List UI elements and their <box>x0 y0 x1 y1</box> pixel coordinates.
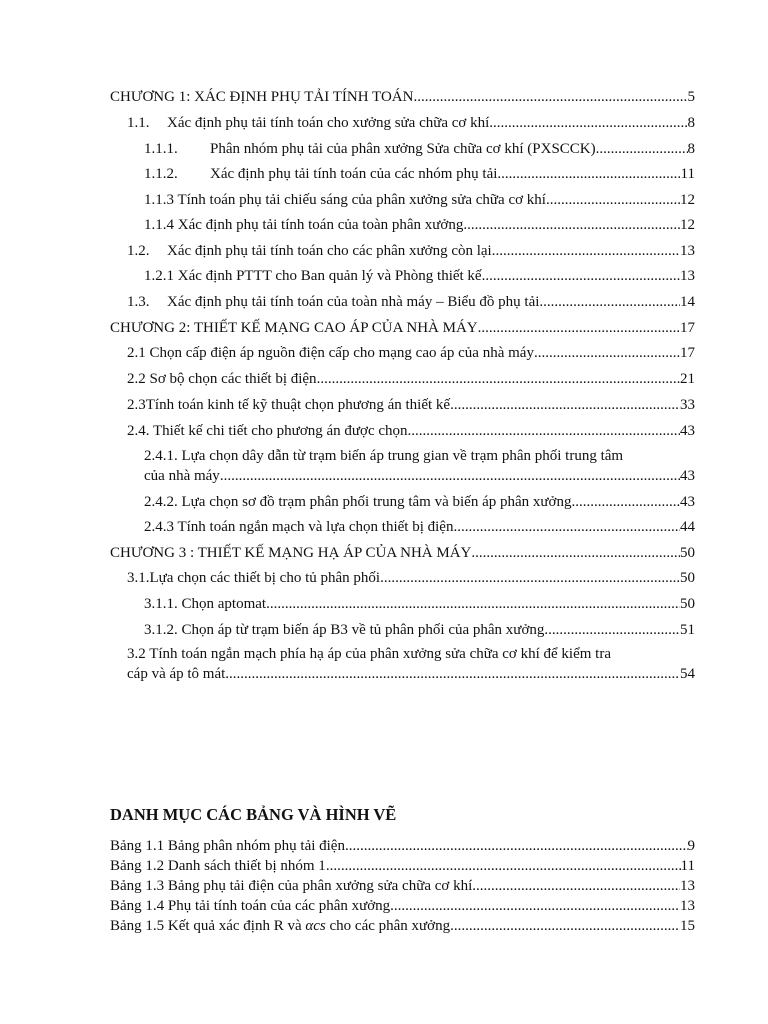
toc-entry-number: 1.1.2. <box>144 166 178 182</box>
toc-entry-page: 12 <box>680 192 695 208</box>
table-list-text-after: cho các phân xưởng <box>329 918 451 934</box>
toc-entry[interactable] <box>127 421 695 441</box>
toc-entry-text: 3.2 Tính toán ngắn mạch phía hạ áp của phân xưởng sửa chữa cơ khí để kiểm tra <box>127 646 611 662</box>
toc-entry[interactable] <box>127 369 695 389</box>
toc-entry[interactable] <box>110 543 695 563</box>
toc-entry[interactable] <box>144 517 695 537</box>
table-list-text: Bảng 1.5 Kết quả xác định R và <box>110 918 302 934</box>
toc-entry-page: 12 <box>680 217 695 233</box>
toc-entry-text: 2.4.3 Tính toán ngắn mạch và lựa chọn thiết bị điện <box>144 519 454 535</box>
toc-entry[interactable] <box>144 620 695 640</box>
toc-entry-text: 3.1.Lựa chọn các thiết bị cho tủ phân phối <box>127 570 381 586</box>
toc-entry-number: 1.1.1. <box>144 141 178 157</box>
toc-entry[interactable] <box>127 568 695 588</box>
toc-entry-number: 1.3. <box>127 294 150 310</box>
toc-entry-number: 1.2. <box>127 243 150 259</box>
toc-entry[interactable] <box>144 139 695 159</box>
list-of-tables-title: DANH MỤC CÁC BẢNG VÀ HÌNH VẼ <box>110 805 397 824</box>
table-list-entry[interactable] <box>110 896 695 916</box>
table-list-entry[interactable] <box>110 876 695 896</box>
table-list-entry[interactable] <box>110 916 695 936</box>
toc-entry[interactable] <box>127 292 695 312</box>
toc-entry[interactable] <box>110 87 695 107</box>
toc-entry-text: CHƯƠNG 2: THIẾT KẾ MẠNG CAO ÁP CỦA NHÀ MÁY <box>110 320 478 336</box>
toc-entry-page: 33 <box>680 397 695 413</box>
toc-entry-page: 13 <box>680 243 695 259</box>
table-list-page: 11 <box>680 858 695 874</box>
toc-entry-page: 51 <box>680 622 695 638</box>
toc-entry[interactable] <box>110 318 695 338</box>
toc-entry[interactable] <box>144 594 695 614</box>
toc-entry[interactable] <box>144 266 695 286</box>
toc-entry-text: Xác định phụ tải tính toán của toàn nhà máy – Biểu đồ phụ tải <box>167 294 540 310</box>
table-list-page: 9 <box>687 838 695 854</box>
toc-entry-text: 3.1.1. Chọn aptomat <box>144 596 267 612</box>
toc-entry[interactable] <box>127 395 695 415</box>
toc-entry-page: 17 <box>680 320 695 336</box>
toc-entry-text: 1.2.1 Xác định PTTT cho Ban quản lý và Phòng thiết kế <box>144 268 482 284</box>
table-list-text: Bảng 1.4 Phụ tải tính toán của các phân xưởng <box>110 898 391 914</box>
toc-entry-page: 14 <box>680 294 695 310</box>
toc-entry-page: 54 <box>680 666 695 682</box>
toc-entry[interactable] <box>127 113 695 133</box>
toc-entry-text: 1.1.3 Tính toán phụ tải chiếu sáng của phân xưởng sửa chữa cơ khí <box>144 192 546 208</box>
table-list-page: 13 <box>680 878 695 894</box>
alpha-cs-symbol: αcs <box>305 918 326 934</box>
toc-entry-text: CHƯƠNG 3 : THIẾT KẾ MẠNG HẠ ÁP CỦA NHÀ MÁY <box>110 545 472 561</box>
table-list-text: Bảng 1.2 Danh sách thiết bị nhóm 1 <box>110 858 326 874</box>
toc-entry-number: 1.1. <box>127 115 150 131</box>
toc-entry-page: 17 <box>680 345 695 361</box>
toc-entry-text: 2.1 Chọn cấp điện áp nguồn điện cấp cho mạng cao áp của nhà máy <box>127 345 534 361</box>
toc-entry-page: 5 <box>687 89 695 105</box>
toc-entry-text: 2.3Tính toán kinh tế kỹ thuật chọn phương án thiết kế <box>127 397 451 413</box>
toc-entry[interactable] <box>144 446 695 486</box>
toc-entry-text: 2.4.1. Lựa chọn dây dẫn từ trạm biến áp trung gian về trạm phân phối trung tâm <box>144 448 624 464</box>
toc-entry-page: 21 <box>680 371 695 387</box>
table-list-entry[interactable] <box>110 856 695 876</box>
toc-entry-page: 44 <box>680 519 695 535</box>
table-list-entry[interactable] <box>110 836 695 856</box>
toc-entry-text: Xác định phụ tải tính toán của các nhóm phụ tải <box>210 166 498 182</box>
toc-entry-page: 8 <box>687 115 695 131</box>
toc-entry-text: Phân nhóm phụ tải của phân xưởng Sửa chữa cơ khí (PXSCCK) <box>210 141 596 157</box>
toc-entry-text-continued: cáp và áp tô mát <box>127 666 226 682</box>
toc-entry-page: 43 <box>680 468 695 484</box>
toc-entry-text: Xác định phụ tải tính toán cho các phân xưởng còn lại <box>167 243 492 259</box>
table-list-page: 15 <box>680 918 695 934</box>
toc-entry-page: 50 <box>680 570 695 586</box>
toc-entry[interactable] <box>144 492 695 512</box>
toc-entry-page: 43 <box>680 423 695 439</box>
toc-entry-page: 13 <box>680 268 695 284</box>
table-list-text: Bảng 1.3 Bảng phụ tải điện của phân xưởng sửa chữa cơ khí <box>110 878 473 894</box>
table-list-page: 13 <box>680 898 695 914</box>
table-list-text: Bảng 1.1 Bảng phân nhóm phụ tải điện <box>110 838 345 854</box>
toc-entry-page: 11 <box>680 166 695 182</box>
toc-entry[interactable] <box>144 215 695 235</box>
toc-entry-text: 2.4. Thiết kế chi tiết cho phương án được chọn <box>127 423 408 439</box>
toc-entry[interactable] <box>127 343 695 363</box>
toc-entry-text-continued: của nhà máy <box>144 468 220 484</box>
toc-entry[interactable] <box>127 644 695 684</box>
toc-entry-text: CHƯƠNG 1: XÁC ĐỊNH PHỤ TẢI TÍNH TOÁN <box>110 89 414 105</box>
toc-entry-text: 3.1.2. Chọn áp từ trạm biến áp B3 về tủ phân phối của phân xưởng <box>144 622 545 638</box>
toc-entry[interactable] <box>144 190 695 210</box>
toc-entry-page: 50 <box>680 596 695 612</box>
toc-entry-page: 8 <box>687 141 695 157</box>
toc-entry[interactable] <box>127 241 695 261</box>
toc-entry-text: 1.1.4 Xác định phụ tải tính toán của toàn phân xưởng <box>144 217 464 233</box>
toc-entry-page: 43 <box>680 494 695 510</box>
toc-entry-text: Xác định phụ tải tính toán cho xưởng sửa chữa cơ khí <box>167 115 490 131</box>
toc-entry-text: 2.4.2. Lựa chọn sơ đồ trạm phân phối trung tâm và biến áp phân xưởng <box>144 494 572 510</box>
toc-entry-page: 50 <box>680 545 695 561</box>
toc-entry[interactable] <box>144 164 695 184</box>
toc-entry-text: 2.2 Sơ bộ chọn các thiết bị điện <box>127 371 317 387</box>
